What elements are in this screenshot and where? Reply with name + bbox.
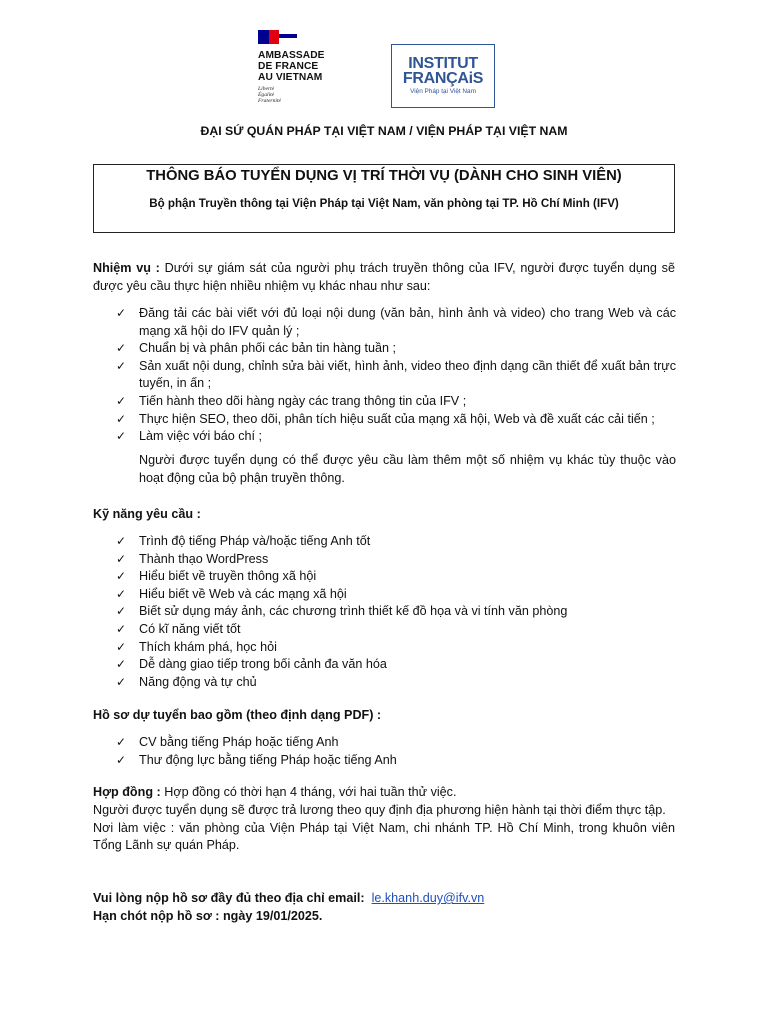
list-item: ✓ Hiểu biết về truyền thông xã hội — [116, 568, 676, 586]
list-item: ✓ Thực hiện SEO, theo dõi, phân tích hiệu suất của mạng xã hội, Web và đề xuất các cải tiến ; — [116, 411, 676, 429]
checkmark-icon: ✓ — [116, 621, 127, 636]
checkmark-icon: ✓ — [116, 657, 127, 672]
list-item: ✓ Dễ dàng giao tiếp trong bối cảnh đa văn hóa — [116, 656, 676, 674]
embassy-name-line: DE FRANCE — [258, 61, 319, 72]
embassy-name-line: AU VIETNAM — [258, 72, 323, 83]
checkmark-icon: ✓ — [116, 604, 127, 619]
checkmark-icon: ✓ — [116, 429, 127, 444]
institut-logo-subtitle: Viện Pháp tại Việt Nam — [410, 88, 476, 95]
checkmark-icon: ✓ — [116, 534, 127, 548]
notice-title: THÔNG BÁO TUYỂN DỤNG VỊ TRÍ THỜI VỤ (DÀNH CHO SINH VIÊN) — [146, 168, 622, 184]
skills-list — [116, 533, 676, 691]
list-item: ✓ Thích khám phá, học hỏi — [116, 639, 676, 657]
salary-text: Người được tuyển dụng sẽ được trả lương theo quy định địa phương hiện hành tại thời điểm thực tập. — [93, 802, 666, 817]
list-item: ✓ Làm việc với báo chí ; — [116, 428, 676, 446]
list-item: ✓ Có kĩ năng viết tốt — [116, 621, 676, 639]
list-item: ✓ Biết sử dụng máy ảnh, các chương trình thiết kế đồ họa và vi tính văn phòng — [116, 603, 676, 621]
application-label: Hồ sơ dự tuyển bao gồm (theo định dạng PDF) : — [93, 708, 382, 722]
submission-section — [93, 890, 675, 926]
deadline-text: Hạn chót nộp hồ sơ : ngày 19/01/2025. — [93, 908, 323, 923]
notice-subtitle: Bộ phận Truyền thông tại Viện Pháp tại Việt Nam, văn phòng tại TP. Hồ Chí Minh (IFV) — [149, 197, 619, 210]
institut-logo-line2: FRANÇAiS — [402, 70, 484, 87]
checkmark-icon: ✓ — [116, 358, 127, 373]
list-item: ✓ Đăng tải các bài viết với đủ loại nội dung (văn bản, hình ảnh và video) cho trang Web và các mạng xã hội do IFV quản lý ; — [116, 306, 676, 338]
embassy-logo — [258, 30, 354, 106]
duties-list — [116, 305, 676, 446]
french-flag-icon — [258, 30, 298, 44]
institut-francais-logo — [391, 44, 495, 108]
checkmark-icon: ✓ — [116, 639, 127, 654]
checkmark-icon: ✓ — [116, 586, 127, 601]
embassy-motto: Liberté Égalité Fraternité — [258, 86, 281, 105]
list-item: ✓ Thành thạo WordPress — [116, 551, 676, 569]
checkmark-icon: ✓ — [116, 674, 127, 689]
checkmark-icon: ✓ — [116, 551, 127, 566]
institut-logo-line1: INSTITUT — [408, 55, 478, 72]
list-item: ✓ Năng động và tự chủ — [116, 674, 676, 692]
list-item: ✓ Trình độ tiếng Pháp và/hoặc tiếng Anh tốt — [116, 533, 676, 551]
list-item: ✓ Thư động lực bằng tiếng Pháp hoặc tiếng Anh — [116, 752, 676, 770]
embassy-name-line: AMBASSADE — [258, 50, 325, 61]
list-item: ✓ Tiến hành theo dõi hàng ngày các trang thông tin của IFV ; — [116, 393, 676, 411]
checkmark-icon: ✓ — [116, 341, 127, 356]
workplace-text: Nơi làm việc : văn phòng của Viện Pháp tại Việt Nam, chi nhánh TP. Hồ Chí Minh, trong khuôn viên Tổng Lãnh sự quán Pháp. — [93, 820, 675, 853]
contract-section — [93, 784, 675, 855]
list-item: ✓ Hiểu biết về Web và các mạng xã hội — [116, 586, 676, 604]
list-item: ✓ CV bằng tiếng Pháp hoặc tiếng Anh — [116, 734, 676, 752]
contract-line: Hợp đồng : Hợp đồng có thời hạn 4 tháng, với hai tuần thử việc. — [93, 785, 457, 799]
duties-intro-text: Dưới sự giám sát của người phụ trách truyền thông của IFV, người được tuyển dụng sẽ được yêu cầu thực hiện nhiều nhiệm vụ khác nhau như sau: — [93, 261, 675, 293]
notice-box — [93, 164, 675, 233]
email-link[interactable]: le.khanh.duy@ifv.vn — [371, 891, 485, 905]
duties-note: Người được tuyển dụng có thể được yêu cầu làm thêm một số nhiệm vụ khác tùy thuộc vào hoạt động của bộ phận truyền thông. — [139, 453, 676, 485]
checkmark-icon: ✓ — [116, 752, 127, 767]
organization-header: ĐẠI SỨ QUÁN PHÁP TẠI VIỆT NAM / VIỆN PHÁP TẠI VIỆT NAM — [200, 124, 568, 138]
skills-label: Kỹ năng yêu cầu : — [93, 507, 201, 521]
application-list — [116, 734, 676, 769]
checkmark-icon: ✓ — [116, 393, 127, 408]
list-item: ✓ Chuẩn bị và phân phối các bản tin hàng tuần ; — [116, 340, 676, 358]
checkmark-icon: ✓ — [116, 411, 127, 426]
duties-intro — [93, 260, 675, 296]
duties-label: Nhiệm vụ : — [93, 261, 160, 275]
checkmark-icon: ✓ — [116, 569, 127, 584]
checkmark-icon: ✓ — [116, 306, 127, 320]
checkmark-icon: ✓ — [116, 735, 127, 749]
list-item: ✓ Sản xuất nội dung, chỉnh sửa bài viết, hình ảnh, video theo định dạng cần thiết để xuất bản trực tuyến, in ấn ; — [116, 358, 676, 391]
contract-label: Hợp đồng : — [93, 785, 161, 799]
submission-line: Vui lòng nộp hồ sơ đầy đủ theo địa chỉ email: le.khanh.duy@ifv.vn — [93, 891, 485, 905]
